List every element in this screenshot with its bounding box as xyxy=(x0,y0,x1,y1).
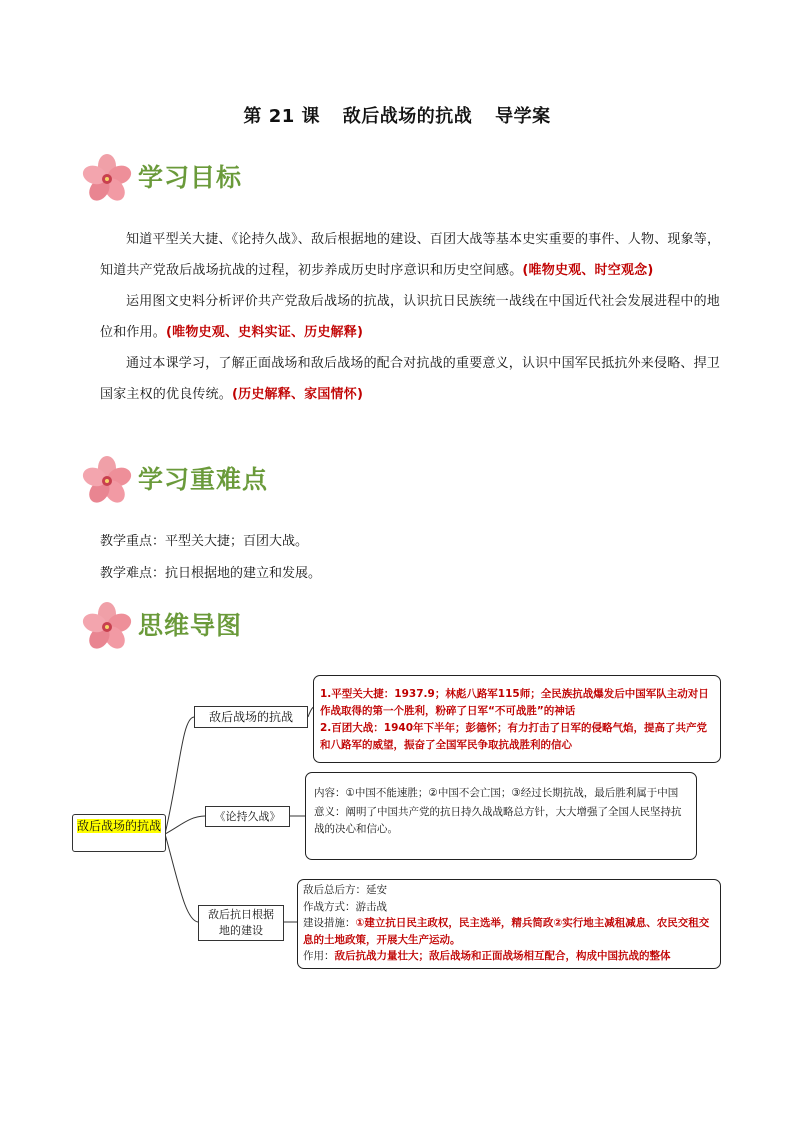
objective-text: 通过本课学习，了解正面战场和敌后战场的配合对抗战的重要意义，认识中国军民抵抗外来侵略、捍卫国家主权的优良传统。 xyxy=(100,356,721,402)
root-label: 敌后战场的抗战 xyxy=(76,819,161,833)
objective-text: 运用图文史料分析评价共产党敌后战场的抗战，认识抗日民族统一战线在中国近代社会发展进程中的地位和作用。 xyxy=(100,294,721,340)
objective-tag: (唯物史观、史料实证、历史解释) xyxy=(166,325,364,340)
mind-map-root xyxy=(72,814,166,852)
branch-label: 《论持久战》 xyxy=(214,810,281,823)
section-title: 思维导图 xyxy=(138,611,243,640)
objective-tag: (唯物史观、时空观念) xyxy=(522,263,654,278)
branch-label: 敌后战场的抗战 xyxy=(208,710,293,724)
lesson-number: 第 21 课 xyxy=(243,106,321,127)
base-role-row: 作用：敌后抗战力量壮大；敌后战场和正面战场相互配合，构成中国抗战的整体 xyxy=(303,950,671,962)
teaching-difficulty: 教学难点：抗日根据地的建立和发展。 xyxy=(100,566,322,581)
base-hq-row: 敌后总后方：延安 xyxy=(303,884,387,896)
branch-node-base-areas xyxy=(198,905,284,941)
section-title: 学习重难点 xyxy=(138,465,269,494)
branch-node-protracted-war xyxy=(205,806,290,827)
protracted-war-content: 内容：①中国不能速胜；②中国不会亡国；③经过长期抗战，最后胜利属于中国 xyxy=(314,787,679,799)
lesson-type: 导学案 xyxy=(495,106,551,127)
battle-pingxingguan: 1.平型关大捷：1937.9；林彪八路军115师；全民族抗战爆发后中国军队主动对日作战取得的第一个胜利，粉碎了日军“不可战胜”的神话 xyxy=(320,688,709,717)
protracted-war-meaning: 意义：阐明了中国共产党的抗日持久战战略总方针，大大增强了全国人民坚持抗战的决心和信心。 xyxy=(314,806,682,835)
branch-node-rear-battlefield xyxy=(194,706,308,728)
teaching-focus: 教学重点：平型关大捷；百团大战。 xyxy=(100,534,309,549)
base-method-row: 作战方式：游击战 xyxy=(303,900,387,913)
branch-label: 敌后抗日根据地的建设 xyxy=(208,908,274,937)
detail-box-battles xyxy=(313,675,721,763)
objective-text: 知道平型关大捷、《论持久战》、敌后根据地的建设、百团大战等基本史实重要的事件、人物、现象等，知道共产党敌后战场抗战的过程，初步养成历史时序意识和历史空间感。 xyxy=(100,232,721,278)
detail-box-base-areas xyxy=(297,879,721,969)
lesson-topic: 敌后战场的抗战 xyxy=(342,106,473,127)
detail-box-protracted-war xyxy=(305,772,697,860)
objective-tag: (历史解释、家国情怀) xyxy=(232,387,364,402)
section-title: 学习目标 xyxy=(138,163,243,192)
base-measures-row: 建设措施：①建立抗日民主政权，民主选举，精兵简政②实行地主减租减息、农民交租交息的土地政策，开展大生产运动。 xyxy=(303,917,710,946)
battle-hundred-regiments: 2.百团大战：1940年下半年；彭德怀；有力打击了日军的侵略气焰，提高了共产党和八路军的威望，振奋了全国军民争取抗战胜利的信心 xyxy=(320,722,708,751)
